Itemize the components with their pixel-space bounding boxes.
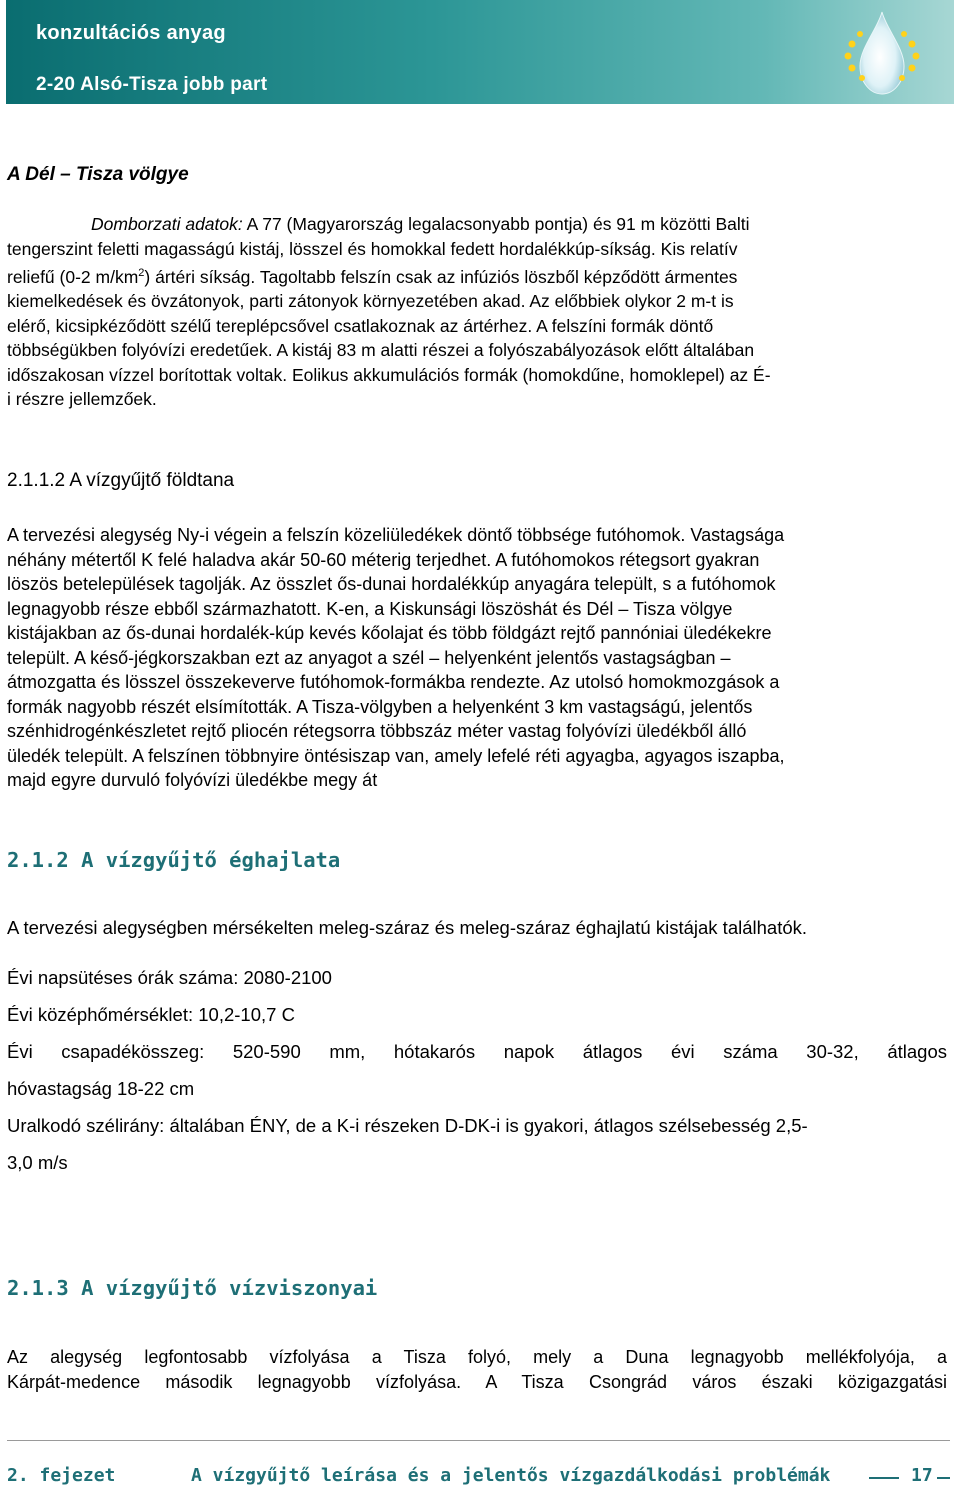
header-title: konzultációs anyag	[36, 22, 226, 44]
para-line: ) ártéri síkság. Tagoltabb felszín csak az infúziós löszből képződött ármentes	[144, 266, 738, 287]
para-line: települt. A késő-jégkorszakban ezt az anyagot a szél – helyenként jelentős vastagságban –	[7, 647, 731, 668]
page-number: 17	[911, 1465, 933, 1486]
heading-number: 2.1.3	[7, 1276, 69, 1300]
para-line: szénhidrogénkészletet rejtő pliocén rétegsorra többszáz méter vastag folyóvízi üledékből álló	[7, 721, 747, 741]
heading-number: 2.1.2	[7, 848, 69, 872]
section-title: A Dél – Tisza völgye	[7, 164, 189, 185]
geology-paragraph	[7, 523, 947, 793]
para-line: i részre jellemzőek.	[7, 389, 157, 410]
heading-text: A vízgyűjtő vízviszonyai	[81, 1276, 378, 1300]
para-line: A tervezési alegység Ny-i végein a felszín közeliüledékek döntő többsége futóhomok. Vastagsága	[7, 525, 785, 545]
footer-dash	[937, 1477, 950, 1479]
para-line: majd egyre durvuló folyóvízi üledékbe megy át	[7, 770, 378, 790]
footer-title: A vízgyűjtő leírása és a jelentős vízgazdálkodási problémák	[191, 1465, 831, 1486]
para-line: üledék települt. A felszínen többnyire öntésiszap van, amely lefelé réti agyagba, agyagos iszapba,	[7, 745, 785, 766]
climate-wind-line2: 3,0 m/s	[7, 1152, 68, 1173]
footer-chapter: 2. fejezet	[7, 1465, 116, 1486]
para-line: löszös betelepülések tagolják. Az összlet ős-dunai hordalékkúp anyagára települt, s a futóhomok	[7, 574, 776, 594]
water-paragraph	[7, 1345, 947, 1394]
climate-heading	[7, 848, 947, 872]
para-line: időszakosan vízzel borítottak voltak. Eolikus akkumulációs formák (homokdűne, homoklepel) az É-	[7, 364, 771, 385]
header-subtitle: 2-20 Alsó-Tisza jobb part	[36, 74, 268, 95]
climate-temperature: Évi középhőmérséklet: 10,2-10,7 C	[7, 1004, 295, 1025]
para-line: reliefű (0-2 m/km	[7, 266, 139, 287]
para-line: A 77 (Magyarország legalacsonyabb pontja) és 91 m közötti Balti	[242, 214, 750, 234]
para-line: átmozgatta és lösszel összekeverve futóhomok-formákba rendezte. Az utolsó homokmozgások a	[7, 672, 780, 692]
relief-paragraph	[7, 212, 947, 412]
para-line: tengerszint feletti magasságú kistáj, lösszel és homokkal fedett hordalékkúp-síkság. Kis relatív	[7, 238, 738, 259]
header-banner	[6, 0, 954, 104]
para-line: formák nagyobb részét elsímították. A Tisza-völgyben a helyenként 3 km vastagságú, jelentős	[7, 696, 753, 717]
para-line: kiemelkedések és övzátonyok, parti zátonyok környezetében akad. Az előbbiek olykor 2 m-t is	[7, 291, 734, 312]
para-line: Az alegység legfontosabb vízfolyása a Tisza folyó, mely a Duna legnagyobb mellékfolyója, a	[7, 1347, 947, 1367]
heading-text: A vízgyűjtő éghajlata	[81, 848, 341, 872]
para-line: többségükben folyóvízi eredetűek. A kistáj 83 m alatti részei a folyószabályozások előtt általában	[7, 340, 755, 361]
page-footer	[7, 1465, 950, 1489]
climate-wind-line1: Uralkodó szélirány: általában ÉNY, de a K-i részeken D-DK-i is gyakori, átlagos szélsebesség 2,5-	[7, 1115, 808, 1136]
para-line: elérő, kicsipkéződött szélű tereplépcsővel csatlakoznak az ártérhez. A felszíni formák döntő	[7, 315, 714, 336]
para-line: Kárpát-medence második legnagyobb vízfolyása. A Tisza Csongrád város északi közigazgatási	[7, 1371, 947, 1392]
footer-dash	[869, 1477, 899, 1479]
climate-intro: A tervezési alegységben mérsékelten meleg-száraz és meleg-száraz éghajlatú kistájak találhatók.	[7, 917, 808, 938]
climate-precip-line2: hóvastagság 18-22 cm	[7, 1078, 195, 1099]
water-drop-logo-icon	[812, 4, 952, 100]
superscript: 2	[138, 267, 145, 279]
para-line: kistájakban az ős-dunai hordalék-kúp kevés kőolajat és több földgázt rejtő pannóniai üledékekre	[7, 623, 772, 643]
climate-sunshine: Évi napsütéses órák száma: 2080-2100	[7, 967, 332, 988]
water-heading	[7, 1276, 947, 1300]
climate-precip-line1: Évi csapadékösszeg: 520-590 mm, hótakarós napok átlagos évi száma 30-32, átlagos	[7, 1041, 947, 1062]
lead-label: Domborzati adatok:	[91, 214, 243, 234]
para-line: legnagyobb része ebből származhatott. K-en, a Kiskunsági löszöshát és Dél – Tisza völgye	[7, 598, 733, 619]
para-line: néhány métertől K felé haladva akár 50-60 méterig terjedhet. A futóhomokos rétegsort gyakran	[7, 549, 760, 570]
footer-divider	[7, 1440, 950, 1441]
geology-heading: 2.1.1.2 A vízgyűjtő földtana	[7, 470, 235, 491]
